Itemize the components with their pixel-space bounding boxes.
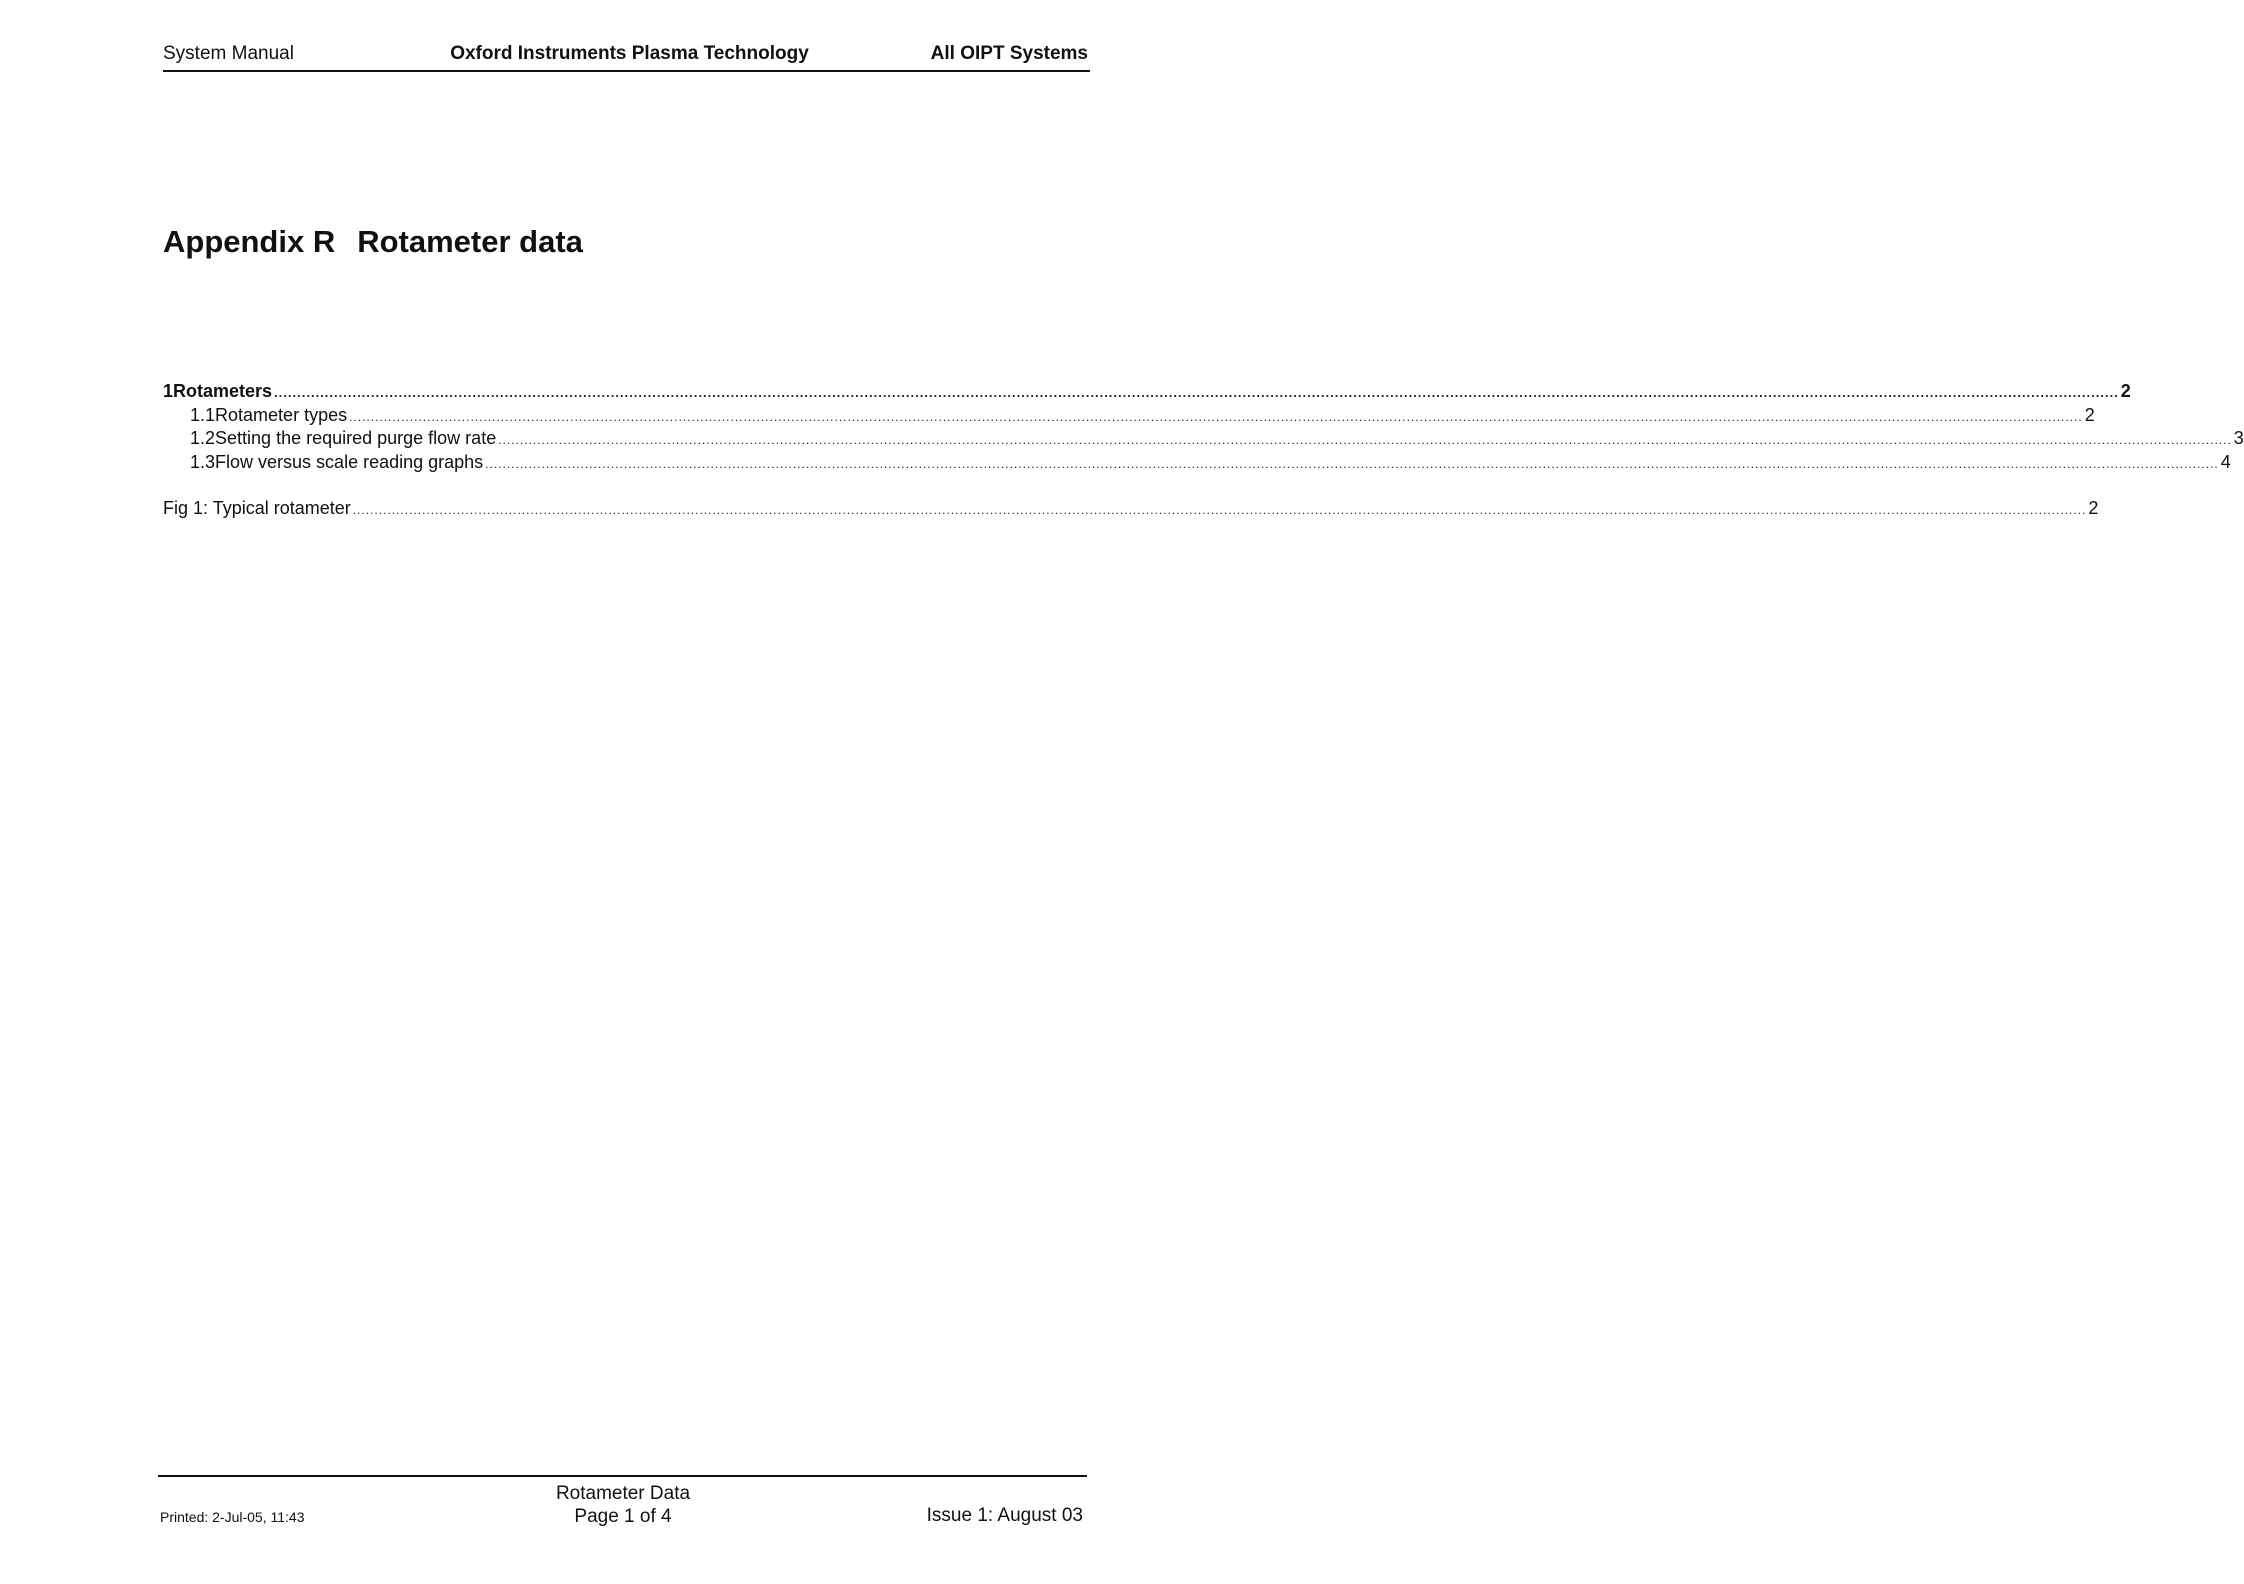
toc-entry-label: Setting the required purge flow rate <box>215 428 497 448</box>
footer-document-info <box>523 1482 723 1528</box>
footer-divider <box>158 1475 1087 1477</box>
footer-page-number: Page 1 of 4 <box>574 1506 672 1527</box>
toc-entry-1-1[interactable] <box>163 404 2095 429</box>
header-manual-name: System Manual <box>163 43 294 64</box>
toc-entry-1-3[interactable] <box>163 451 2231 476</box>
header-company-name: Oxford Instruments Plasma Technology <box>450 43 809 64</box>
toc-entry-page: 2 <box>2084 404 2095 425</box>
footer-document-name: Rotameter Data <box>555 1483 691 1504</box>
figure-entry-1[interactable] <box>163 498 2099 522</box>
toc-entry-1-2[interactable] <box>163 428 2244 452</box>
footer-issue: Issue 1: August 03 <box>926 1505 1083 1526</box>
list-of-figures <box>163 498 2099 522</box>
title-appendix: Appendix R <box>163 224 336 259</box>
toc-entry-number: 1 <box>163 381 174 401</box>
page-title <box>163 224 583 260</box>
toc-entry-page: 2 <box>2120 381 2131 401</box>
toc-leader-dots: ................................................................................................................................................................................................................................................................................................................................................................................................................ <box>498 433 2232 447</box>
toc-entry-1[interactable] <box>163 381 2131 405</box>
table-of-contents <box>163 381 2244 475</box>
title-subject: Rotameter data <box>357 224 583 259</box>
toc-entry-number: 1.2 <box>190 428 216 448</box>
footer-printed-date: Printed: 2-Jul-05, 11:43 <box>160 1509 305 1525</box>
toc-leader-dots: ................................................................................................................................................................................................................................................................................................................................................................................................................ <box>485 456 2219 471</box>
toc-leader-dots: ................................................................................................................................................................................................................................................................................................................................................................................................................ <box>352 503 2087 517</box>
toc-entry-number: 1.3 <box>190 451 216 472</box>
toc-leader-dots: ................................................................................................................................................................................................................................................................................................................................................................................................................ <box>349 409 2083 424</box>
page-header <box>163 42 1090 72</box>
toc-entry-page: 4 <box>2220 451 2231 472</box>
toc-entry-label: Flow versus scale reading graphs <box>215 451 484 472</box>
figure-entry-label: Fig 1: Typical rotameter <box>163 498 351 518</box>
toc-entry-label: Rotameters <box>173 381 273 401</box>
toc-entry-page: 3 <box>2233 428 2244 448</box>
figure-entry-page: 2 <box>2088 498 2099 518</box>
toc-entry-label: Rotameter types <box>215 404 348 425</box>
toc-entry-number: 1.1 <box>190 404 216 425</box>
toc-leader-dots: ................................................................................................................................................................................................................................................................................................................................................................................................................ <box>274 385 2119 400</box>
header-systems: All OIPT Systems <box>930 43 1088 64</box>
